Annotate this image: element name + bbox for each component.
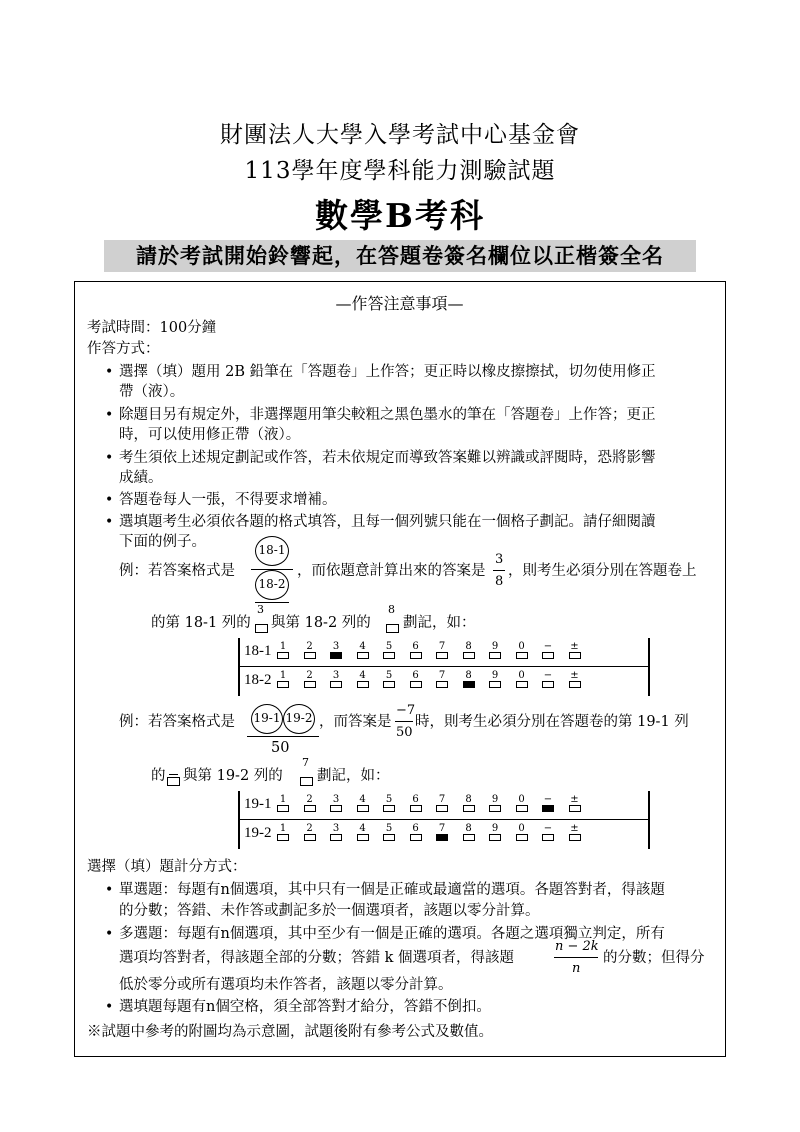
fraction-bar	[554, 957, 598, 958]
single-choice-line2: 的分數；答錯、未作答或劃記多於一個選項者，該題以零分計算。	[119, 903, 540, 919]
bullet-dot: •	[105, 882, 114, 898]
bubble-empty	[383, 805, 395, 812]
answer-bubble[interactable]	[515, 670, 529, 688]
subject-title: 數學B考科	[315, 196, 485, 235]
answer-bubble[interactable]	[462, 670, 476, 688]
bubble-digit: 7	[438, 670, 446, 681]
bubble-filled	[436, 834, 448, 841]
answer-bubble[interactable]	[435, 670, 449, 688]
bubble-digit: 6	[412, 794, 419, 805]
example1-suffix: ，則考生必須分別在答題卷上	[508, 563, 697, 579]
bubble-empty	[489, 652, 501, 659]
multi-choice-line2b: 的分數；但得分	[603, 950, 705, 966]
digit-label: 3	[257, 603, 264, 616]
answer-grid-example1	[238, 638, 650, 696]
multi-choice-line3: 低於零分或所有選項均未作答者，該題以零分計算。	[119, 977, 453, 993]
bubble-empty	[436, 681, 448, 688]
bubble-empty	[410, 652, 422, 659]
answer-bubble[interactable]	[329, 823, 343, 841]
bubble-digit: ±	[570, 670, 579, 681]
bubble-empty	[489, 681, 501, 688]
bubble-digit: −	[543, 641, 553, 652]
fraction-numerator: −7	[396, 703, 416, 718]
answer-bubble[interactable]	[541, 670, 555, 688]
bubble-empty	[463, 652, 475, 659]
example1-prefix: 例：若答案格式是	[119, 563, 235, 579]
example2-line2-c: 劃記，如：	[317, 768, 390, 784]
answer-bubble[interactable]	[462, 794, 476, 812]
notice-box	[74, 281, 726, 1057]
answer-bubble[interactable]	[382, 794, 396, 812]
exam-title: 113學年度學科能力測驗試題	[244, 158, 556, 184]
rule-2-line2: 時，可以使用修正帶（液）。	[119, 427, 301, 443]
bubble-empty	[277, 652, 289, 659]
fraction-denominator: 50	[396, 725, 413, 740]
answer-bubble[interactable]	[435, 794, 449, 812]
bubble-digit: ±	[570, 641, 579, 652]
bullet-dot: •	[105, 407, 114, 423]
rule-5-line1: 選填題考生必須依各題的格式填答，且每一個列號只能在一個格子劃記。請仔細閱讀	[119, 514, 656, 530]
answer-grid-example2	[238, 791, 650, 849]
answer-bubble[interactable]	[329, 670, 343, 688]
bubble-empty	[410, 681, 422, 688]
bubble-empty	[304, 652, 316, 659]
bubble-empty	[304, 805, 316, 812]
minus-bubble-icon	[167, 771, 180, 790]
answer-row	[240, 667, 648, 695]
bubble-digit: 2	[306, 823, 313, 834]
bubble-empty	[489, 805, 501, 812]
bubble-digit: 2	[306, 670, 313, 681]
answer-cell-circle: 19-2	[283, 704, 315, 734]
notice-title: —作答注意事項—	[335, 294, 464, 313]
row-label: 18-2	[244, 672, 272, 688]
method-heading: 作答方式：	[87, 341, 160, 357]
bubble-digit: 8	[465, 794, 472, 805]
answer-bubble[interactable]	[541, 823, 555, 841]
bubble-empty	[357, 681, 369, 688]
bubble-empty	[410, 834, 422, 841]
answer-bubble[interactable]	[382, 670, 396, 688]
answer-bubble[interactable]	[276, 641, 290, 659]
bubble-empty	[436, 805, 448, 812]
row-label: 18-1	[244, 643, 272, 659]
bubble-digit: 8	[465, 641, 472, 652]
bullet-dot: •	[105, 450, 114, 466]
row-label: 19-2	[244, 825, 272, 841]
bubble-empty	[516, 681, 528, 688]
answer-bubble[interactable]	[568, 794, 582, 812]
bubble-digit: 0	[518, 670, 525, 681]
bubble-digit: 5	[385, 794, 393, 805]
bubble-digit: 6	[412, 823, 419, 834]
example2-suffix: 時，則考生必須分別在答題卷的第 19-1 列	[415, 714, 689, 730]
bubble-empty	[277, 681, 289, 688]
answer-bubble[interactable]	[568, 641, 582, 659]
answer-bubble[interactable]	[329, 641, 343, 659]
bubble-filled	[542, 805, 554, 812]
bubble-digit: 3	[332, 794, 340, 805]
bubble-digit: 2	[306, 641, 313, 652]
bubble-empty	[383, 834, 395, 841]
bubble-empty	[489, 834, 501, 841]
answer-cell-circle: 18-1	[255, 536, 289, 566]
fraction-numerator: 3	[495, 552, 504, 567]
answer-bubble[interactable]	[488, 670, 502, 688]
bubble-digit: ±	[570, 794, 579, 805]
answer-row	[240, 820, 648, 848]
bubble-digit: 4	[359, 641, 366, 652]
org-name: 財團法人大學入學考試中心基金會	[220, 122, 580, 148]
bubble-empty	[463, 834, 475, 841]
bubble-empty	[304, 681, 316, 688]
bubble-empty	[410, 805, 422, 812]
bubble-digit: 9	[491, 670, 499, 681]
answer-bubble[interactable]	[356, 823, 370, 841]
example2-prefix: 例：若答案格式是	[119, 714, 235, 730]
bubble-digit: 2	[306, 794, 313, 805]
bubble-digit: 6	[412, 641, 419, 652]
example1-line2-a: 的第 18-1 列的	[151, 615, 251, 631]
answer-bubble[interactable]	[409, 670, 423, 688]
answer-cell-circle: 18-2	[255, 570, 289, 600]
bullet-dot: •	[105, 926, 114, 942]
bubble-filled	[330, 652, 342, 659]
bubble-digit: 4	[359, 794, 366, 805]
fraction-denominator: 8	[495, 574, 504, 589]
rule-1-line2: 帶（液）。	[119, 384, 185, 400]
rule-2-line1: 除題目另有規定外，非選擇題用筆尖較粗之黑色墨水的筆在「答題卷」上作答；更正	[119, 407, 656, 423]
fraction-denominator: n	[572, 961, 581, 976]
answer-bubble[interactable]	[356, 641, 370, 659]
answer-bubble[interactable]	[382, 823, 396, 841]
fraction-bar	[247, 736, 319, 737]
bubble-empty	[383, 681, 395, 688]
bubble-empty	[304, 834, 316, 841]
answer-row	[240, 791, 648, 820]
answer-bubble[interactable]	[329, 794, 343, 812]
bubble-digit: 3	[332, 670, 340, 681]
bubble-digit: 5	[385, 641, 393, 652]
bubble-digit: 1	[279, 794, 287, 805]
bullet-dot: •	[105, 999, 114, 1015]
example2-line2-b: 與第 19-2 列的	[183, 768, 283, 784]
fraction-bar	[395, 721, 413, 722]
bubble-empty	[516, 652, 528, 659]
answer-bubble[interactable]	[276, 670, 290, 688]
answer-bubble[interactable]	[462, 823, 476, 841]
fill-in-rule: 選填題每題有n個空格，須全部答對才給分，答錯不倒扣。	[119, 999, 491, 1015]
bubble-empty	[357, 805, 369, 812]
bubble-empty	[357, 652, 369, 659]
bubble-empty	[330, 681, 342, 688]
bullet-dot: •	[105, 514, 114, 530]
answer-bubble[interactable]	[409, 794, 423, 812]
bubble-digit: 1	[279, 670, 287, 681]
answer-bubble[interactable]	[303, 670, 317, 688]
bubble-empty	[569, 652, 581, 659]
example1-line2-c: 劃記，如：	[403, 615, 476, 631]
footnote: ※試題中參考的附圖均為示意圖，試題後附有參考公式及數值。	[87, 1024, 493, 1040]
bubble-empty	[277, 805, 289, 812]
answer-bubble[interactable]	[488, 641, 502, 659]
format-denominator: 50	[271, 740, 290, 756]
bubble-digit: 7	[438, 641, 446, 652]
answer-bubble[interactable]	[276, 823, 290, 841]
bubble-empty	[277, 834, 289, 841]
rule-1-line1: 選擇（填）題用 2B 鉛筆在「答題卷」上作答；更正時以橡皮擦擦拭，切勿使用修正	[119, 364, 656, 380]
answer-bubble[interactable]	[541, 794, 555, 812]
bubble-empty	[330, 805, 342, 812]
exam-time: 考試時間：100分鐘	[87, 320, 217, 336]
bubble-digit: 5	[385, 670, 393, 681]
answer-bubble[interactable]	[356, 670, 370, 688]
bubble-digit: 9	[491, 641, 499, 652]
signature-banner: 請於考試開始鈴響起，在答題卷簽名欄位以正楷簽全名	[104, 240, 696, 272]
bubble-digit: 8	[465, 670, 472, 681]
row-label: 19-1	[244, 796, 272, 812]
answer-bubble[interactable]	[435, 641, 449, 659]
bubble-digit: 8	[465, 823, 472, 834]
example2-line2-a: 的	[151, 768, 166, 784]
answer-bubble[interactable]	[303, 641, 317, 659]
answer-bubble[interactable]	[515, 794, 529, 812]
bullet-dot: •	[105, 492, 114, 508]
example2-mid: ，而答案是	[319, 714, 392, 730]
bubble-empty	[516, 805, 528, 812]
answer-bubble[interactable]	[409, 641, 423, 659]
bubble-empty	[436, 652, 448, 659]
bubble-icon	[300, 771, 313, 790]
bubble-empty	[569, 834, 581, 841]
bubble-digit: −	[543, 794, 553, 805]
bubble-digit: 9	[491, 794, 499, 805]
bubble-digit: −	[543, 670, 553, 681]
bubble-empty	[542, 834, 554, 841]
rule-3-line2: 成績。	[119, 470, 163, 486]
bubble-digit: 3	[332, 823, 340, 834]
bubble-icon	[255, 618, 268, 637]
answer-bubble[interactable]	[568, 670, 582, 688]
bubble-digit: 1	[279, 823, 287, 834]
bubble-digit: 6	[412, 670, 419, 681]
bubble-empty	[463, 805, 475, 812]
answer-bubble[interactable]	[356, 794, 370, 812]
bubble-digit: −	[543, 823, 553, 834]
answer-bubble[interactable]	[515, 641, 529, 659]
answer-bubble[interactable]	[303, 794, 317, 812]
answer-bubble[interactable]	[462, 641, 476, 659]
example1-line2-b: 與第 18-2 列的	[271, 615, 371, 631]
rule-4: 答題卷每人一張，不得要求增補。	[119, 492, 337, 508]
answer-bubble[interactable]	[303, 823, 317, 841]
bubble-digit: 4	[359, 823, 366, 834]
answer-cell-circle: 19-1	[251, 704, 283, 734]
fraction-numerator: n − 2k	[555, 939, 599, 954]
answer-bubble[interactable]	[515, 823, 529, 841]
bubble-empty	[383, 652, 395, 659]
bubble-digit: 1	[279, 641, 287, 652]
example1-mid: ，而依題意計算出來的答案是	[297, 563, 486, 579]
bubble-digit: 4	[359, 670, 366, 681]
single-choice-line1: 單選題：每題有n個選項，其中只有一個是正確或最適當的選項。各題答對者，得該題	[119, 882, 665, 898]
bubble-digit: 9	[491, 823, 499, 834]
scoring-heading: 選擇（填）題計分方式：	[87, 859, 247, 875]
answer-bubble[interactable]	[382, 641, 396, 659]
bubble-empty	[569, 681, 581, 688]
bubble-empty	[330, 834, 342, 841]
bubble-digit: 5	[385, 823, 393, 834]
answer-bubble[interactable]	[568, 823, 582, 841]
bubble-filled	[463, 681, 475, 688]
answer-bubble[interactable]	[488, 823, 502, 841]
bubble-empty	[569, 805, 581, 812]
bubble-icon	[386, 618, 399, 637]
answer-bubble[interactable]	[541, 641, 555, 659]
bullet-dot: •	[105, 364, 114, 380]
rule-3-line1: 考生須依上述規定劃記或作答，若未依規定而導致答案難以辨識或評閱時，恐將影響	[119, 450, 656, 466]
bubble-digit: 7	[438, 794, 446, 805]
answer-row	[240, 638, 648, 667]
bubble-empty	[542, 681, 554, 688]
answer-bubble[interactable]	[409, 823, 423, 841]
bubble-digit: 0	[518, 823, 525, 834]
bubble-empty	[516, 834, 528, 841]
digit-label: 7	[302, 756, 309, 769]
digit-label: 8	[388, 603, 395, 616]
answer-bubble[interactable]	[435, 823, 449, 841]
multi-choice-line1: 多選題：每題有n個選項，其中至少有一個是正確的選項。各題之選項獨立判定，所有	[119, 926, 665, 942]
answer-bubble[interactable]	[276, 794, 290, 812]
rule-5-line2: 下面的例子。	[119, 534, 206, 550]
bubble-digit: 3	[332, 641, 340, 652]
bubble-digit: ±	[570, 823, 579, 834]
fraction-bar	[493, 570, 505, 571]
bubble-empty	[542, 652, 554, 659]
bubble-empty	[357, 834, 369, 841]
bubble-digit: 0	[518, 641, 525, 652]
multi-choice-line2a: 選項均答對者，得該題全部的分數；答錯 k 個選項者，得該題	[119, 950, 515, 966]
answer-bubble[interactable]	[488, 794, 502, 812]
bubble-digit: 0	[518, 794, 525, 805]
bubble-digit: 7	[438, 823, 446, 834]
